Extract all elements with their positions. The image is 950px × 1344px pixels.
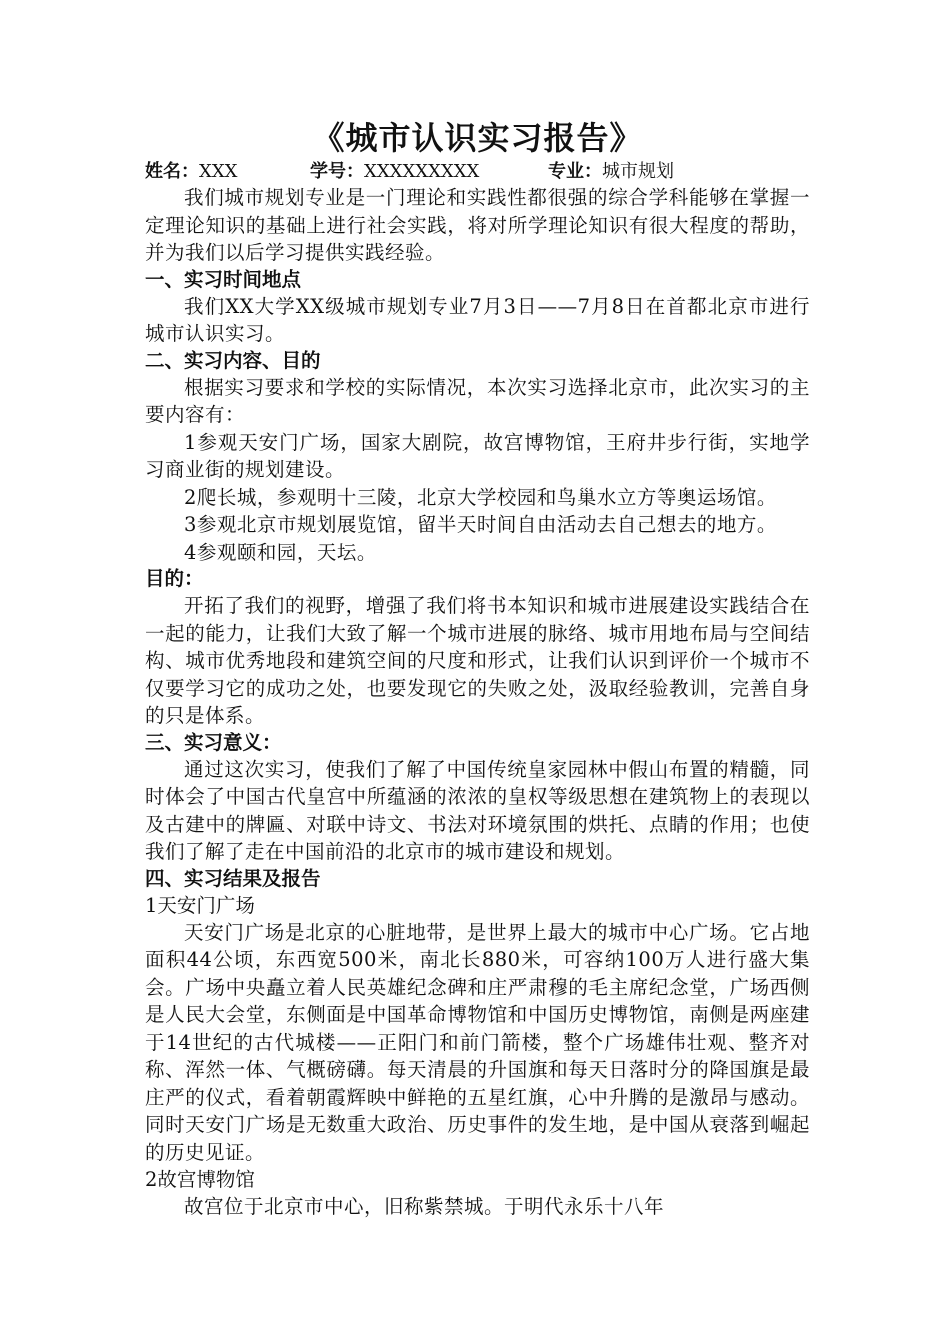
major-label: 专业： bbox=[548, 161, 602, 182]
section3-paragraph: 通过这次实习，使我们了解了中国传统皇家园林中假山布置的精髓，同时体会了中国古代皇宫中所蕴涵的浓浓的皇权等级思想在建筑物上的表现以及古建中的牌匾、对联中诗文、书法对环境氛围的烘托、点睛的作用；也使我们了解了走在中国前沿的北京市的城市建设和规划。 bbox=[145, 757, 810, 863]
student-info bbox=[145, 160, 810, 184]
section4-heading: 四、实习结果及报告 bbox=[145, 866, 321, 890]
intro-paragraph: 我们城市规划专业是一门理论和实践性都很强的综合学科能够在掌握一定理论知识的基础上进行社会实践，将对所学理论知识有很大程度的帮助，并为我们以后学习提供实践经验。 bbox=[145, 186, 810, 264]
subsection2-title: 2故宫博物馆 bbox=[145, 1168, 255, 1191]
section1-heading: 一、实习时间地点 bbox=[145, 267, 302, 291]
page-title: 《城市认识实习报告》 bbox=[312, 119, 643, 157]
major-field bbox=[548, 160, 674, 184]
name-label: 姓名： bbox=[145, 161, 199, 182]
name-value: XXX bbox=[199, 161, 238, 182]
section2-heading: 二、实习内容、目的 bbox=[145, 348, 321, 372]
student-id-field bbox=[310, 160, 548, 184]
list-item: 2爬长城，参观明十三陵，北京大学校园和鸟巢水立方等奥运场馆。 bbox=[184, 485, 777, 509]
list-item: 4参观颐和园，天坛。 bbox=[184, 540, 377, 564]
list-item: 3参观北京市规划展览馆，留半天时间自由活动去自己想去的地方。 bbox=[184, 513, 777, 536]
subsection2-paragraph: 故宫位于北京市中心，旧称紫禁城。于明代永乐十八年 bbox=[184, 1195, 665, 1218]
document-page bbox=[145, 118, 810, 1221]
section2-intro: 根据实习要求和学校的实际情况，本次实习选择北京市，此次实习的主要内容有： bbox=[145, 375, 810, 426]
section1-paragraph: 我们XX大学XX级城市规划专业7月3日——7月8日在首都北京市进行城市认识实习。 bbox=[145, 294, 810, 345]
student-id-label: 学号： bbox=[310, 161, 364, 182]
subsection1-paragraph: 天安门广场是北京的心脏地带，是世界上最大的城市中心广场。它占地面积44公顷，东西宽500米，南北长880米，可容纳100万人进行盛大集会。广场中央矗立着人民英雄纪念碑和庄严肃穆的毛主席纪念堂，广场西侧是人民大会堂，东侧面是中国革命博物馆和中国历史博物馆，南侧是两座建于14世纪的古代城楼——正阳门和前门箭楼，整个广场雄伟壮观、整齐对称、浑然一体、气概磅礴。每天清晨的升国旗和每天日落时分的降国旗是最庄严的仪式，看着朝霞辉映中鲜艳的五星红旗，心中升腾的是激昂与感动。同时天安门广场是无数重大政治、历史事件的发生地，是中国从衰落到崛起的历史见证。 bbox=[145, 920, 810, 1164]
major-value: 城市规划 bbox=[602, 161, 674, 182]
list-item: 1参观天安门广场，国家大剧院，故宫博物馆，王府井步行街，实地学习商业街的规划建设。 bbox=[145, 430, 810, 481]
purpose-heading: 目的： bbox=[145, 567, 204, 590]
purpose-paragraph: 开拓了我们的视野，增强了我们将书本知识和城市进展建设实践结合在一起的能力，让我们大致了解一个城市进展的脉络、城市用地布局与空间结构、城市优秀地段和建筑空间的尺度和形式，让我们认识到评价一个城市不仅要学习它的成功之处，也要发现它的失败之处，汲取经验教训，完善自身的只是体系。 bbox=[145, 594, 810, 727]
name-field bbox=[145, 160, 310, 184]
section3-heading: 三、实习意义： bbox=[145, 730, 282, 754]
subsection1-title: 1天安门广场 bbox=[145, 893, 255, 917]
student-id-value: XXXXXXXXX bbox=[364, 161, 480, 182]
